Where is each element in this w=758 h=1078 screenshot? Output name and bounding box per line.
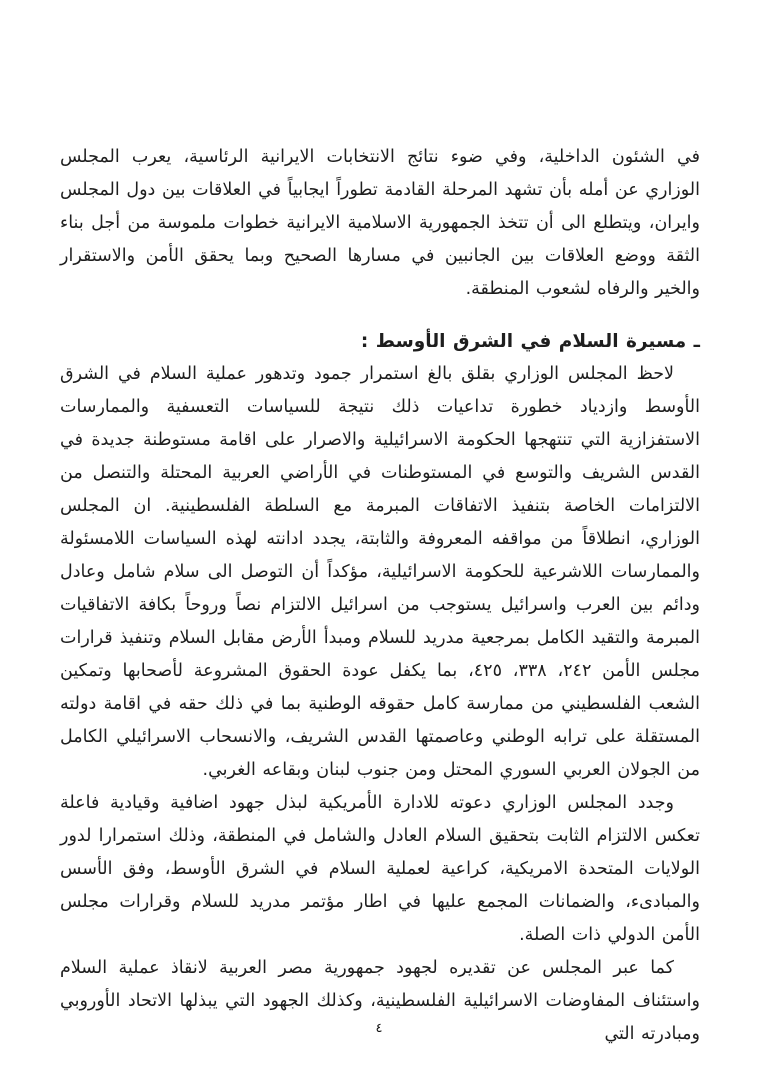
section-heading: ـ مسيرة السلام في الشرق الأوسط : bbox=[360, 331, 700, 352]
paragraph: لاحظ المجلس الوزاري بقلق بالغ استمرار جمود وتدهور عملية السلام في الشرق الأوسط وازدياد خطورة تداعيات ذلك نتيجة للسياسات التعسفية والممارسات الاستفزازية التي تنتهجها الحكومة الاسرائيلية والاصرار على اقامة مستوطنة جديدة في القدس الشريف والتوسع في المستوطنات في الأراضي العربية المحتلة والتنصل من الالتزامات الخاصة بتنفيذ الاتفاقات المبرمة مع السلطة الفلسطينية. ان المجلس الوزاري، انطلاقاً من مواقفه المعروفة والثابتة، يجدد ادانته لهذه السياسات اللامسئولة والممارسات اللاشرعية للحكومة الاسرائيلية، مؤكداً أن التوصل الى سلام شامل وعادل ودائم بين العرب واسرائيل يستوجب من اسرائيل الالتزام نصاً وروحاً بكافة الاتفاقيات المبرمة والتقيد الكامل بمرجعية مدريد للسلام ومبدأ الأرض مقابل السلام وتنفيذ قرارات مجلس الأمن ٢٤٢، ٣٣٨، ٤٢٥، بما يكفل عودة الحقوق المشروعة لأصحابها وتمكين الشعب الفلسطيني من ممارسة كامل حقوقه الوطنية بما في ذلك حقه في اقامة دولته المستقلة على ترابه الوطني وعاصمتها القدس الشريف، والانسحاب الاسرائيلي الكامل من الجولان العربي السوري المحتل ومن جنوب لبنان وبقاعه الغربي. bbox=[60, 364, 701, 780]
paragraph-continuation: في الشئون الداخلية، وفي ضوء نتائج الانتخابات الايرانية الرئاسية، يعرب المجلس الوزاري عن أمله بأن تشهد المرحلة القادمة تطوراً ايجابياً في العلاقات بين دول المجلس وايران، ويتطلع الى أن تتخذ الجمهورية الاسلامية الايرانية خطوات ملموسة من أجل بناء الثقة ووضع العلاقات بين الجانبين في مسارها الصحيح وبما يحقق الأمن والاستقرار والخير والرفاه لشعوب المنطقة. bbox=[60, 147, 700, 299]
page-number: ٤ bbox=[375, 1021, 383, 1036]
paragraph: كما عبر المجلس عن تقديره لجهود جمهورية مصر العربية لانقاذ عملية السلام واستئناف المفاوضات الاسرائيلية الفلسطينية، وكذلك الجهود التي يبذلها الاتحاد الأوروبي ومبادرته التي bbox=[60, 958, 700, 1044]
document-text bbox=[60, 141, 700, 1051]
paragraph: وجدد المجلس الوزاري دعوته للادارة الأمريكية لبذل جهود اضافية وقيادية فاعلة تعكس الالتزام الثابت بتحقيق السلام العادل والشامل في المنطقة، وذلك استمرارا لدور الولايات المتحدة الامريكية، كراعية لعملية السلام في الشرق الأوسط، وفق الأسس والمبادىء، والضمانات المجمع عليها في اطار مؤتمر مدريد للسلام وقرارات مجلس الأمن الدولي ذات الصلة. bbox=[60, 793, 700, 945]
